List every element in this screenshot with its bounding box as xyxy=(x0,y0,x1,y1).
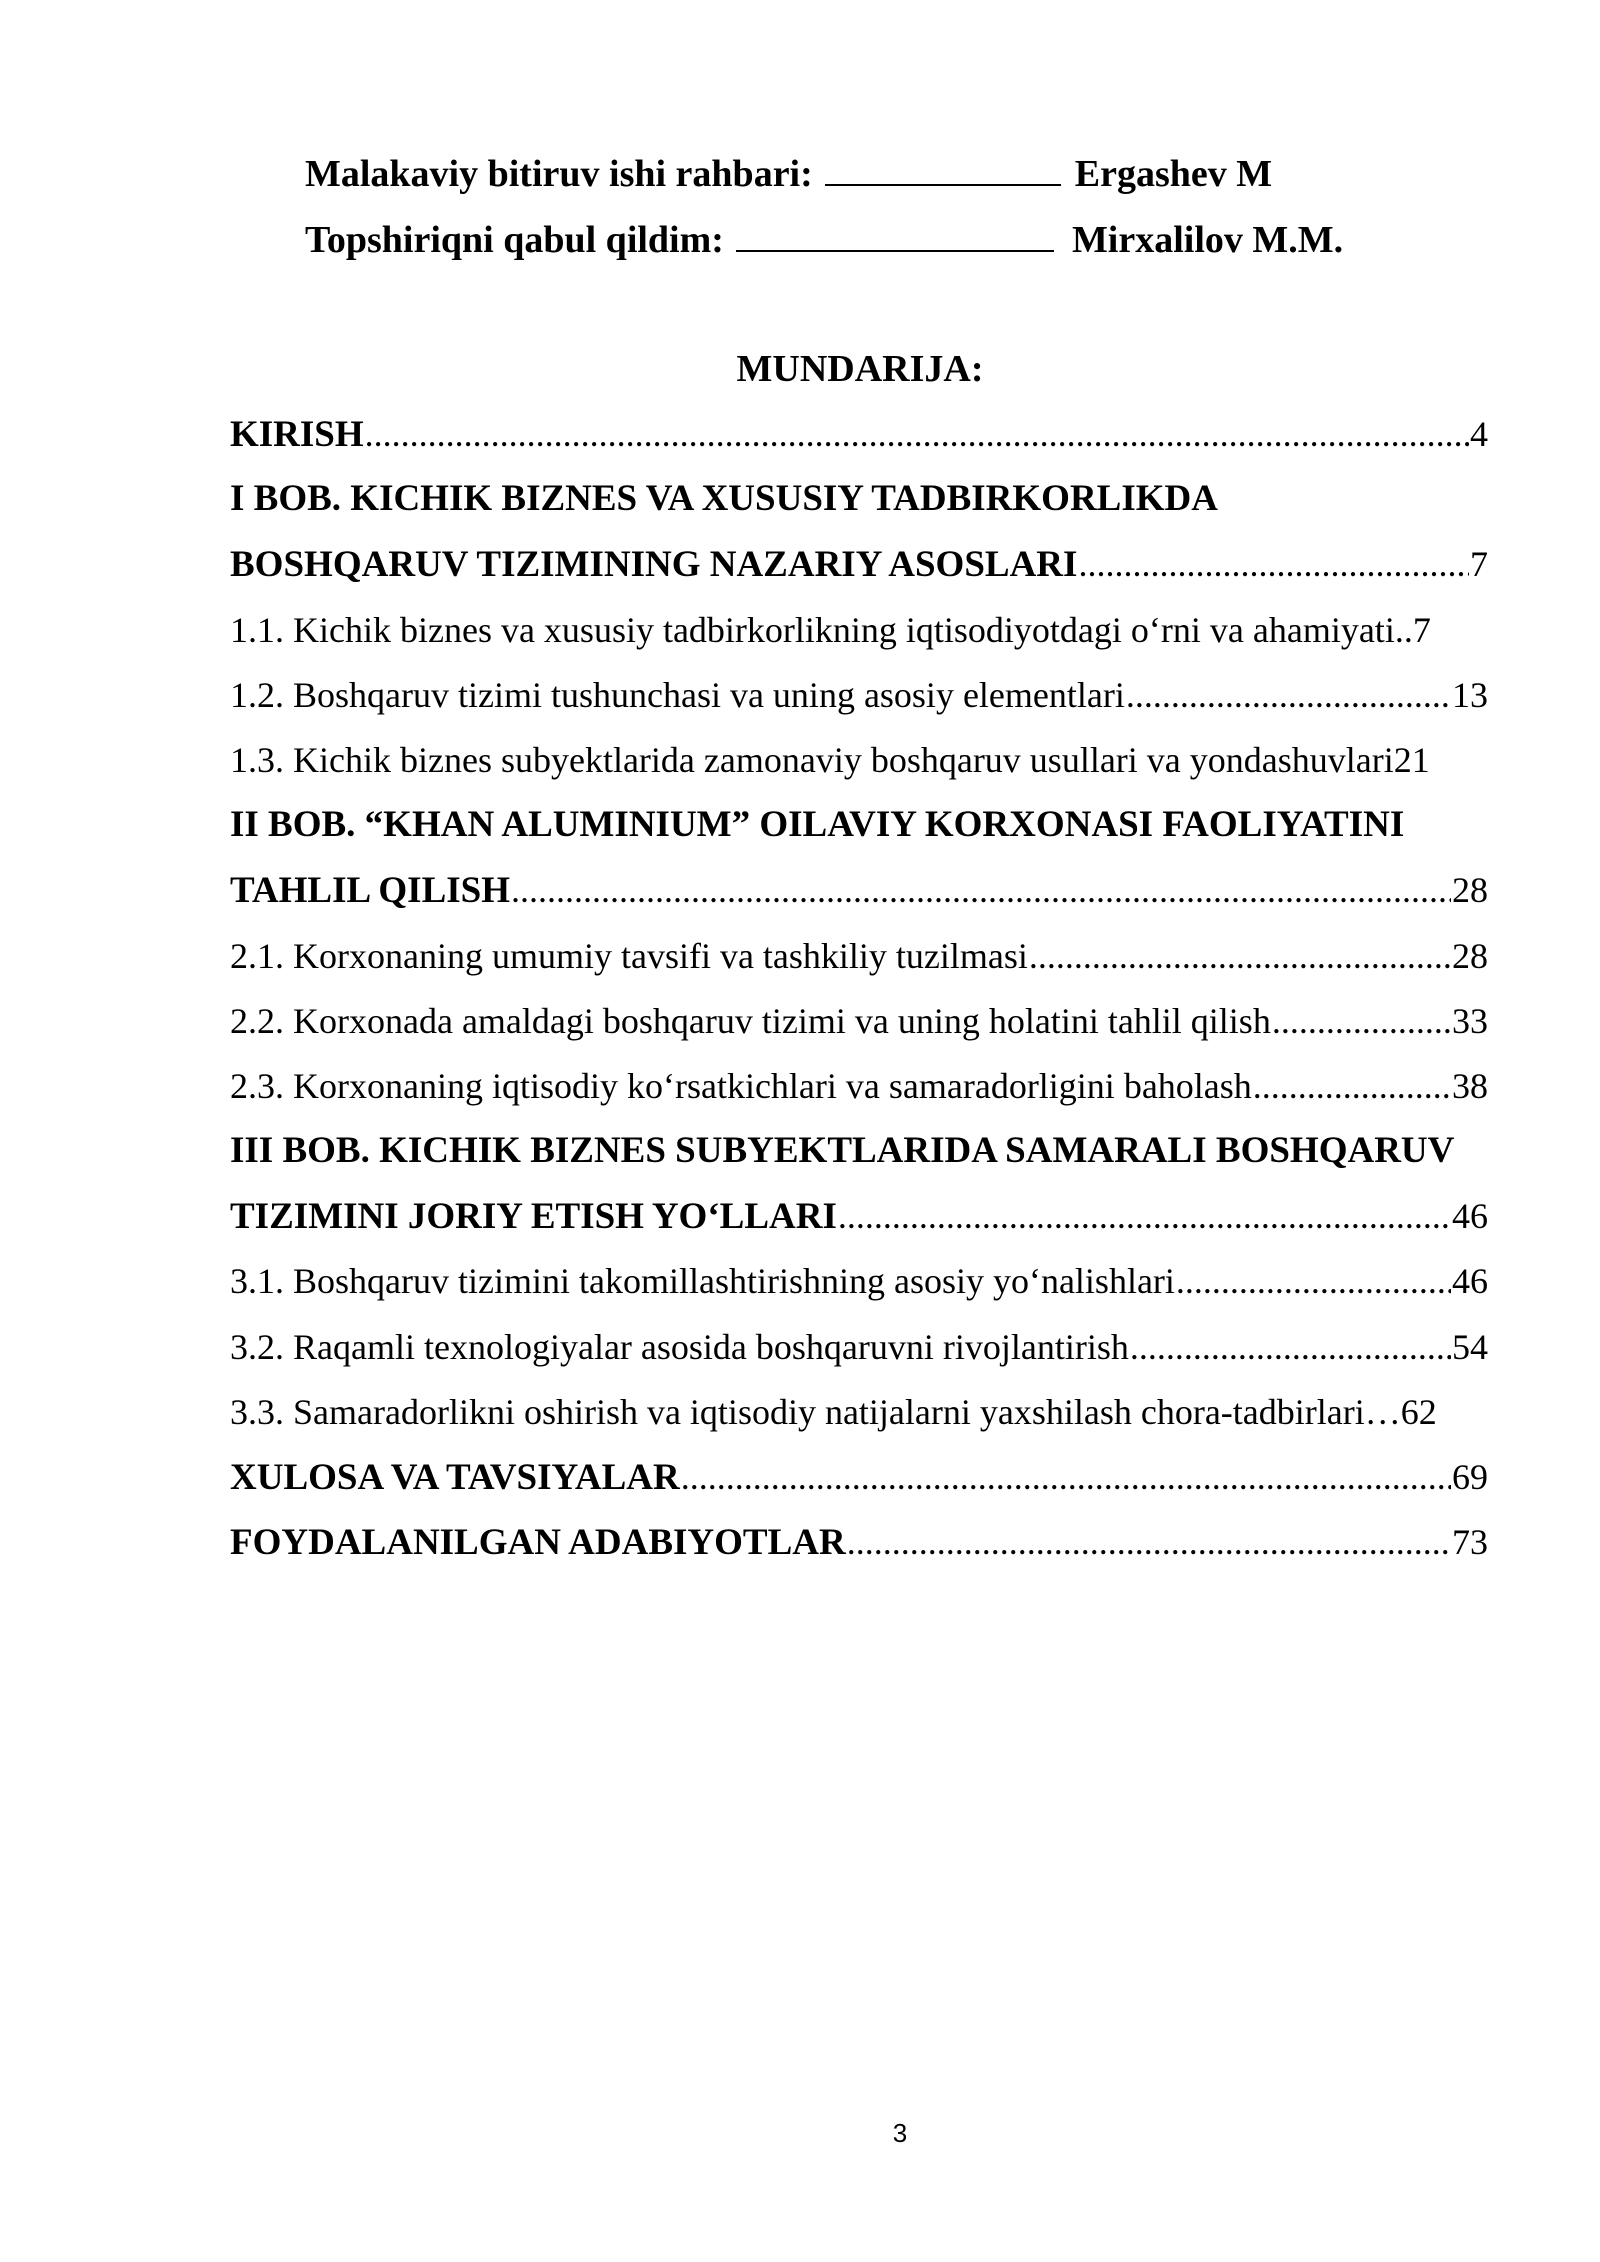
toc-entry-label: 1.3. Kichik biznes subyektlarida zamonaviy boshqaruv usullari va yondashuvlari xyxy=(230,739,1394,780)
toc-dot-leader xyxy=(1029,934,1451,978)
accepted-label: Topshiriqni qabul qildim: xyxy=(305,219,724,261)
toc-entry-1-1[interactable] xyxy=(230,608,1488,673)
supervisor-signature-blank xyxy=(825,154,1061,186)
toc-dot-leader xyxy=(1126,673,1451,717)
toc-entry-page: 38 xyxy=(1452,1065,1488,1106)
toc-entry-page: 69 xyxy=(1452,1457,1488,1497)
page-number: 3 xyxy=(892,2118,908,2148)
toc-entry-chapter-3-line-1[interactable] xyxy=(230,1129,1488,1194)
toc-entry-page: 54 xyxy=(1452,1326,1488,1367)
toc-dot-leader xyxy=(511,868,1451,912)
toc-entry-chapter-1-line-1[interactable] xyxy=(230,477,1488,542)
accepted-signature-line xyxy=(305,218,1343,262)
toc-entry-1-3[interactable] xyxy=(230,738,1488,803)
supervisor-signature-line xyxy=(305,152,1272,196)
toc-entry-label: KIRISH xyxy=(230,414,364,455)
toc-entry-2-1[interactable] xyxy=(230,934,1488,999)
toc-entry-label: BOSHQARUV TIZIMINING NAZARIY ASOSLARI xyxy=(230,544,1078,586)
toc-entry-page: 21 xyxy=(1393,739,1430,780)
toc-entry-page: 62 xyxy=(1400,1391,1437,1432)
toc-entry-chapter-2-line-1[interactable] xyxy=(230,803,1488,868)
toc-dot-leader xyxy=(1130,1325,1451,1369)
toc-entry-1-2[interactable] xyxy=(230,673,1488,738)
toc-entry-chapter-3-line-2[interactable] xyxy=(230,1194,1488,1259)
toc-dot-leader xyxy=(365,412,1469,456)
toc-entry-label: 1.2. Boshqaruv tizimi tushunchasi va uning asosiy elementlari xyxy=(230,674,1125,715)
toc-entry-label: TAHLIL QILISH xyxy=(230,870,511,912)
toc-entry-page: 13 xyxy=(1452,674,1488,715)
toc-entry-label: 3.2. Raqamli texnologiyalar asosida boshqaruvni rivojlantirish xyxy=(230,1326,1129,1367)
toc-entry-page: 73 xyxy=(1452,1522,1488,1563)
toc-dot-leader xyxy=(838,1194,1451,1238)
toc-dot-leader xyxy=(1272,999,1451,1043)
toc-entry-chapter-2-line-2[interactable] xyxy=(230,868,1488,933)
toc-entry-label: 1.1. Kichik biznes va xususiy tadbirkorlikning iqtisodiyotdagi o‘rni va ahamiyati.. xyxy=(230,609,1413,650)
toc-entry-page: 46 xyxy=(1452,1196,1488,1237)
toc-entry-label: 2.3. Korxonaning iqtisodiy ko‘rsatkichlari va samaradorligini baholash xyxy=(230,1065,1252,1106)
toc-entry-page: 28 xyxy=(1452,935,1488,976)
toc-entry-bibliography[interactable] xyxy=(230,1520,1488,1585)
toc-entry-2-2[interactable] xyxy=(230,999,1488,1064)
accepted-signature-blank xyxy=(736,220,1054,252)
toc-entry-page: 7 xyxy=(1412,609,1431,650)
toc-entry-label: 3.1. Boshqaruv tizimini takomillashtirishning asosiy yo‘nalishlari xyxy=(230,1261,1175,1302)
toc-entry-label: III BOB. KICHIK BIZNES SUBYEKTLARIDA SAMARALI BOSHQARUV xyxy=(230,1130,1455,1172)
toc-entry-label: I BOB. KICHIK BIZNES VA XUSUSIY TADBIRKORLIKDA xyxy=(230,478,1218,520)
toc-entry-label: 3.3. Samaradorlikni oshirish va iqtisodiy natijalarni yaxshilash chora-tadbirlari… xyxy=(230,1391,1401,1432)
toc-entry-3-1[interactable] xyxy=(230,1259,1488,1324)
toc-title xyxy=(0,347,1600,391)
toc-entry-label: II BOB. “KHAN ALUMINIUM” OILAVIY KORXONASI FAOLIYATINI xyxy=(230,804,1405,846)
toc-entry-page: 28 xyxy=(1452,870,1488,911)
toc-entry-page: 4 xyxy=(1470,414,1488,454)
toc-entry-3-3[interactable] xyxy=(230,1390,1488,1455)
toc-entry-2-3[interactable] xyxy=(230,1064,1488,1129)
toc-entry-page: 46 xyxy=(1452,1261,1488,1302)
toc-entry-label: XULOSA VA TAVSIYALAR xyxy=(230,1457,680,1498)
supervisor-label: Malakaviy bitiruv ishi rahbari: xyxy=(305,153,813,195)
toc-entry-page: 7 xyxy=(1470,544,1488,585)
toc-entry-label: TIZIMINI JORIY ETISH YO‘LLARI xyxy=(230,1196,837,1238)
toc-entry-3-2[interactable] xyxy=(230,1325,1488,1390)
toc-entry-conclusion[interactable] xyxy=(230,1455,1488,1520)
toc-dot-leader xyxy=(1078,542,1469,586)
supervisor-name: Ergashev M xyxy=(1074,153,1273,195)
toc-dot-leader xyxy=(1176,1259,1451,1303)
toc-dot-leader xyxy=(1253,1064,1451,1108)
toc-entry-kirish[interactable] xyxy=(230,412,1488,477)
toc-entry-label: 2.1. Korxonaning umumiy tavsifi va tashkiliy tuzilmasi xyxy=(230,935,1028,976)
toc-dot-leader xyxy=(681,1455,1451,1499)
toc-title-text: MUNDARIJA: xyxy=(736,348,984,390)
toc-entry-page: 33 xyxy=(1452,1000,1488,1041)
accepted-name: Mirxalilov M.M. xyxy=(1071,219,1344,261)
toc-entry-label: 2.2. Korxonada amaldagi boshqaruv tizimi va uning holatini tahlil qilish xyxy=(230,1000,1271,1041)
toc-entry-chapter-1-line-2[interactable] xyxy=(230,542,1488,607)
toc-entry-label: FOYDALANILGAN ADABIYOTLAR xyxy=(230,1522,846,1564)
table-of-contents xyxy=(230,412,1488,1585)
toc-dot-leader xyxy=(847,1520,1451,1564)
